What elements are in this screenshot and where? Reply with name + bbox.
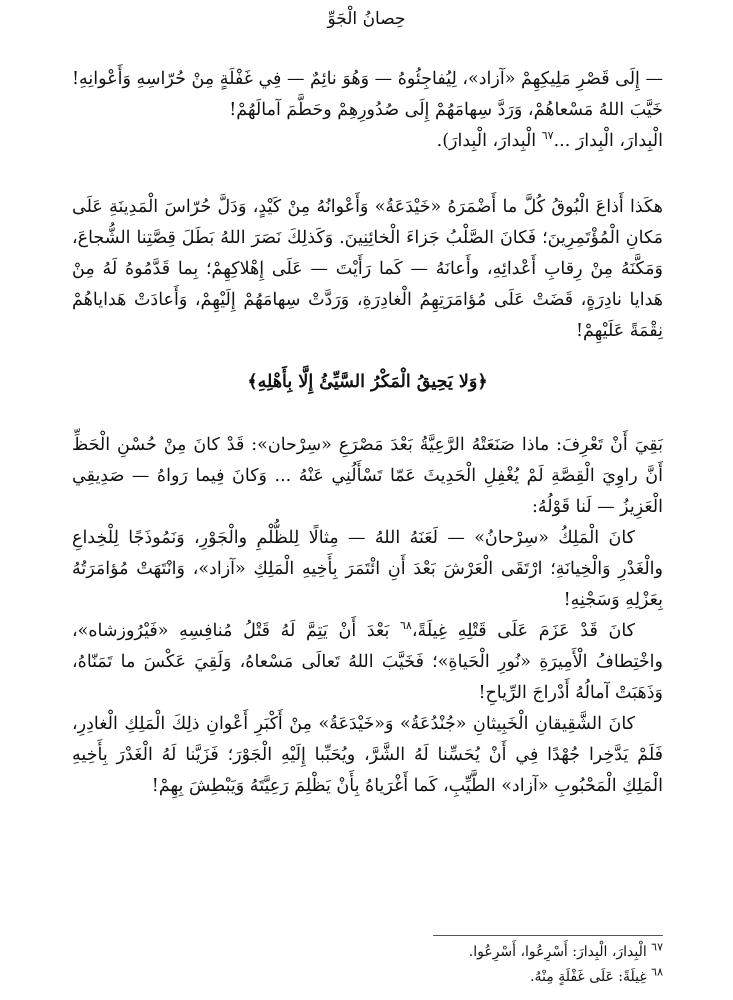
footnote-number: ٦٧	[651, 940, 663, 954]
text-run: كانَ قَدْ عَزَمَ عَلَى قَتْلِهِ غِيلَةً،	[411, 621, 636, 641]
footnote-text: الْبِدارَ، الْبِدارَ: أَسْرِعُوا، أَسْرِعُوا.	[468, 944, 647, 960]
paragraph	[72, 126, 663, 157]
footnote-text: غِيلَةً: عَلَى غَفْلَةٍ مِنْهُ.	[530, 969, 647, 985]
text-run: بَعْدَ أَنْ يَتِمَّ لَهُ قَتْلُ مُنافِسِهِ «فَيْرُوزشاه»، واخْتِطافُ الْأَمِيرَةِ «نُورِ الْحَياةِ»؛ فَخَيَّبَ اللهُ تَعالَى مَسْعاهُ، وَلَقِيَ عَكْسَ ما تَمَنّاهُ، وَذَهَبَتْ آمالُهُ أَدْراجَ الرِّياحِ!	[72, 621, 663, 703]
footnote	[72, 940, 663, 965]
passage-2	[72, 192, 663, 347]
footnote-divider	[433, 935, 663, 936]
paragraph: هكَذا أَذاعَ الْبُوقُ كُلَّ ما أَضْمَرَهُ «خَيْدَعَةُ» وَأَعْوانُهُ مِنْ كَيْدٍ، وَدَلَّ حُرّاسَ الْمَدِينَةِ عَلَى مَكانِ الْمُؤْتَمِرِينَ؛ فَكانَ الصَّلْبُ جَزاءَ الْخائِنِينَ. وَكَذلِكَ نَصَرَ اللهُ بَطَلَ قِصَّتِنا الشُّجاعَ، وَمَكَّنَهُ مِنْ رِقابِ أَعْدائِهِ، وأَعانَهُ — كَما رَأَيْتَ — عَلَى إِهْلاكِهِمْ؛ بِما قَدَّمُوهُ لَهُ مِنْ هَدايا نادِرَةٍ، قَضَتْ عَلَى مُؤامَرَتِهِمُ الْغادِرَةِ، وَرَدَّتْ سِهامَهُمْ إِلَيْهِمْ، وَأَعادَتْ هَداياهُمْ نِقْمَةً عَلَيْهِمْ!	[72, 197, 663, 341]
paragraph: بَقِيَ أَنْ تَعْرِفَ: ماذا صَنَعَتْهُ الرَّعِيَّةُ بَعْدَ مَصْرَعِ «سِرْحان»: قَدْ كانَ مِنْ حُسْنِ الْحَظِّ أَنَّ راوِيَ الْقِصَّةِ لَمْ يُغْفِلِ الْحَدِيثَ عَمّا تَسْأَلُنِي عَنْهُ ... وَكانَ فِيما رَواهُ — صَدِيقِي الْعَزِيزُ — لَنا قَوْلُهُ:	[72, 435, 663, 517]
running-header: حِصانُ الْجَوِّ	[327, 9, 406, 29]
text-run: الْبِدارَ، الْبِدارَ ...	[553, 131, 663, 151]
footnote	[72, 965, 663, 990]
text-run: الْبِدارَ، الْبِدارَ).	[436, 131, 542, 151]
paragraph	[72, 616, 663, 709]
passage-1	[72, 64, 663, 157]
footnotes	[72, 940, 663, 990]
paragraph: — إِلَى قَصْرِ مَلِيكِهِمْ «آزاد»، لِيُفاجِئُوهُ — وَهُوَ نائِمٌ — فِي غَفْلَةٍ مِنْ حُرّاسِهِ وَأَعْوانِهِ! خَيَّبَ اللهُ مَسْعاهُمْ، وَرَدَّ سِهامَهُمْ إِلَى صُدُورِهِمْ وحَطَّمَ آمالَهُمْ!	[72, 69, 663, 120]
footnote-number: ٦٨	[651, 965, 663, 979]
passage-3	[72, 430, 663, 802]
quranic-verse: ﴿وَلا يَحِيقُ الْمَكْرُ السَّيِّئُ إِلَّا بِأَهْلِهِ﴾	[247, 372, 488, 392]
footnote-ref[interactable]: ٦٧	[541, 129, 554, 143]
paragraph: كانَ الشَّقِيقانِ الْخَبِيثانِ «جُنْدُعَةُ» وَ«خَيْدَعَةُ» مِنْ أَكْبَرِ أَعْوانِ ذلِكَ الْمَلِكِ الْغادِرِ، فَلَمْ يَدَّخِرا جُهْدًا فِي أَنْ يُحَسِّنا لَهُ الشَّرَّ، ويُحَبِّبا إِلَيْهِ الْجَوْرَ؛ فَزَيَّنا لَهُ الْغَدْرَ بِأَخِيهِ الْمَلِكِ الْمَحْبُوبِ «آزاد» الطَّيِّبِ، كَما أَغْرَياهُ بِأَنْ يَظْلِمَ رَعِيَّتَهُ وَيَبْطِشَ بِهِمْ!	[72, 714, 663, 796]
paragraph: كانَ الْمَلِكُ «سِرْحانُ» — لَعَنَهُ اللهُ — مِثالًا لِلظُّلْمِ والْجَوْرِ، وَنَمُوذَجًا لِلْخِداعِ والْغَدْرِ وَالْخِيانَةِ؛ ارْتَقَى الْعَرْشَ بَعْدَ أَنِ ائْتَمَرَ بِأَخِيهِ الْمَلِكِ «آزاد»، وَانْتَهَتْ مُؤامَرَتُهُ بِعَزْلِهِ وَسَجْنِهِ!	[72, 528, 663, 610]
footnote-ref[interactable]: ٦٨	[400, 619, 412, 633]
